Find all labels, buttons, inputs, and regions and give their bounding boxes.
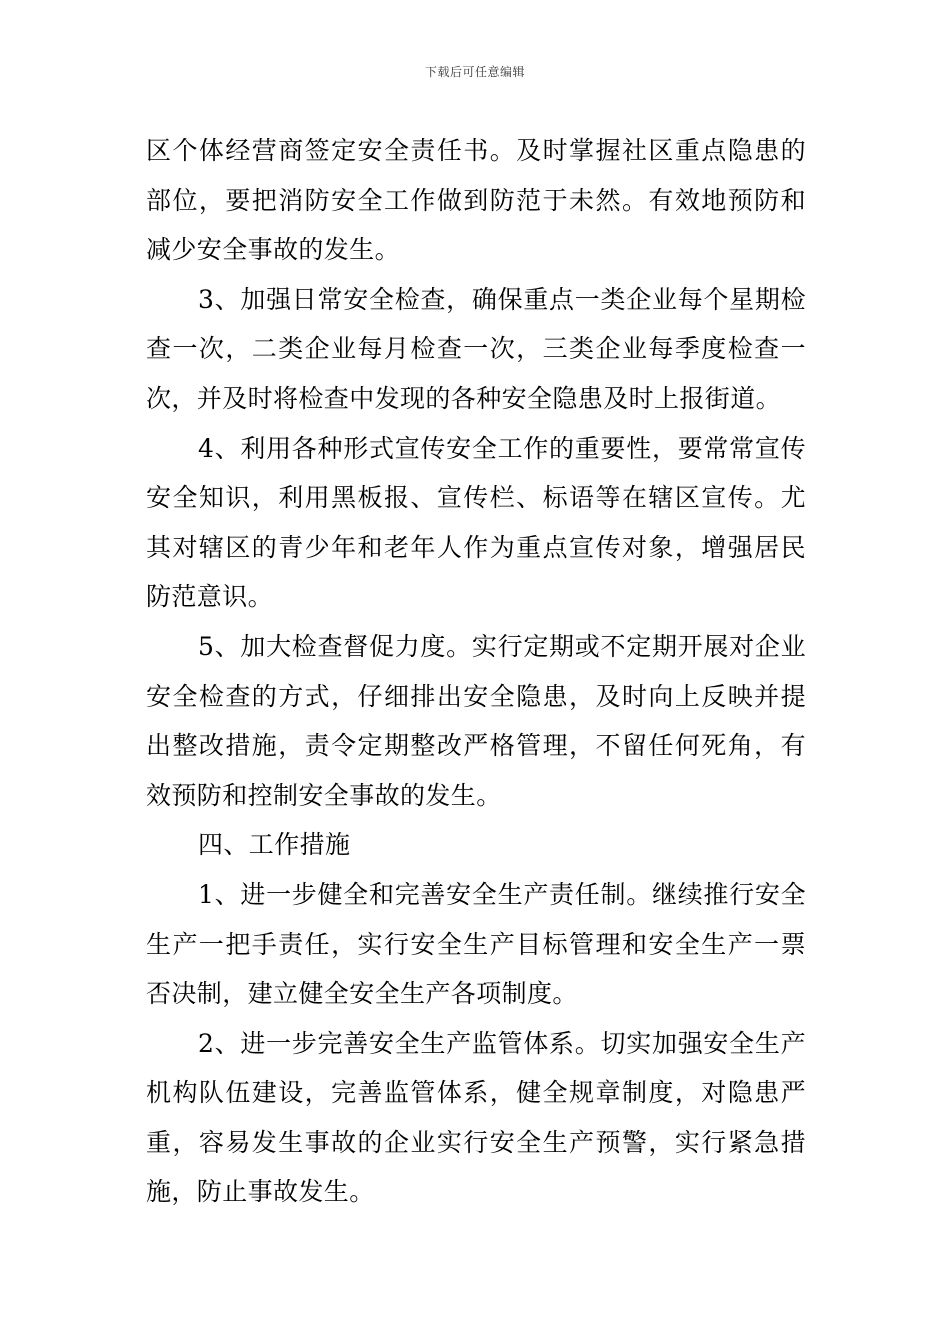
- paragraph-measure-2: 2、进一步完善安全生产监管体系。切实加强安全生产机构队伍建设，完善监管体系，健全规章制度，对隐患严重，容易发生事故的企业实行安全生产预警，实行紧急措施，防止事故发生。: [146, 1028, 806, 1207]
- paragraph-measure-1: 1、进一步健全和完善安全生产责任制。继续推行安全生产一把手责任，实行安全生产目标管理和安全生产一票否决制，建立健全安全生产各项制度。: [146, 879, 806, 1009]
- document-body: [146, 126, 806, 1217]
- paragraph-item-3: 3、加强日常安全检查，确保重点一类企业每个星期检查一次，二类企业每月检查一次，三类企业每季度检查一次，并及时将检查中发现的各种安全隐患及时上报街道。: [146, 284, 806, 413]
- paragraph-item-4: 4、利用各种形式宣传安全工作的重要性，要常常宣传安全知识，利用黑板报、宣传栏、标语等在辖区宣传。尤其对辖区的青少年和老年人作为重点宣传对象，增强居民防范意识。: [146, 433, 806, 612]
- paragraph-continuation: 区个体经营商签定安全责任书。及时掌握社区重点隐患的部位，要把消防安全工作做到防范于未然。有效地预防和减少安全事故的发生。: [146, 136, 806, 265]
- page-header-note: 下载后可任意编辑: [424, 65, 525, 79]
- paragraph-item-5: 5、加大检查督促力度。实行定期或不定期开展对企业安全检查的方式，仔细排出安全隐患，及时向上反映并提出整改措施，责令定期整改严格管理，不留任何死角，有效预防和控制安全事故的发生。: [146, 631, 806, 810]
- section-heading-work-measures: 四、工作措施: [198, 830, 351, 860]
